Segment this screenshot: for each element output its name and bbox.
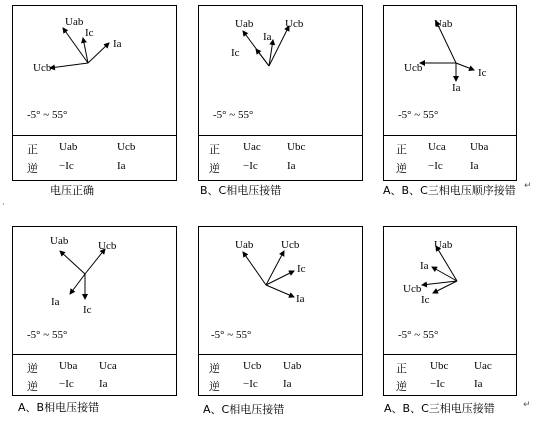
return-mark: ↵ (524, 181, 532, 191)
phasor-label: Ia (420, 260, 429, 272)
phasor-arrow-ucb (266, 251, 284, 285)
phasor-label: Uab (235, 18, 254, 30)
row-value-b: Ia (470, 160, 479, 172)
row-value-a: −Ic (430, 378, 445, 390)
phasor-label: Ic (297, 263, 306, 275)
phasor-arrow-ia (88, 43, 109, 63)
phasor-panel (383, 5, 517, 181)
row-value-b: Ia (117, 160, 126, 172)
phasor-label: Uab (65, 16, 84, 28)
row-value-a: Uba (59, 360, 78, 372)
row-value-a: Uca (428, 141, 446, 153)
phasor-label: Ucb (281, 239, 300, 251)
panel-caption: B、C相电压接错 (200, 184, 282, 197)
row-tag: 逆 (209, 381, 220, 393)
row-value-b: Ia (99, 378, 108, 390)
panel-caption: A、B相电压接错 (18, 401, 100, 414)
row-tag: 逆 (396, 163, 407, 175)
phasor-arrow-uab (60, 251, 85, 274)
row-tag: 逆 (209, 363, 220, 375)
row-value-a: Uab (59, 141, 78, 153)
phasor-arrow-ucb (422, 281, 457, 285)
phasor-label: Ucb (404, 62, 423, 74)
phasor-label: Uab (235, 239, 254, 251)
divider (13, 354, 176, 355)
row-value-a: −Ic (59, 378, 74, 390)
row-tag: 正 (396, 363, 407, 375)
row-value-a: Uac (243, 141, 261, 153)
phasor-label: Uab (50, 235, 69, 247)
phasor-panel (383, 226, 517, 396)
phasor-label: Ic (85, 27, 94, 39)
divider (384, 354, 516, 355)
row-value-b: Ubc (287, 141, 306, 153)
return-mark: ↵ (523, 400, 531, 410)
phasor-label: Ia (452, 82, 461, 94)
angle-range: -5° ~ 55° (398, 109, 439, 121)
phasor-label: Ic (83, 304, 92, 316)
phasor-label: Ic (421, 294, 430, 306)
angle-range: -5° ~ 55° (27, 109, 68, 121)
phasor-label: Ucb (285, 18, 304, 30)
row-value-b: Uab (283, 360, 302, 372)
phasor-arrow-uab (436, 246, 457, 281)
panel-caption: A、C相电压接错 (203, 403, 285, 416)
row-tag: 逆 (27, 163, 38, 175)
phasor-arrow-uab (243, 252, 266, 285)
row-tag: 正 (396, 144, 407, 156)
phasor-label: Ic (231, 47, 240, 59)
divider (199, 135, 362, 136)
phasor-arrow-ucb (85, 249, 105, 274)
dot-mark: · (2, 200, 5, 210)
divider (384, 135, 516, 136)
phasor-panel (12, 226, 177, 396)
phasor-panel (12, 5, 177, 181)
row-value-a: −Ic (428, 160, 443, 172)
row-tag: 逆 (396, 381, 407, 393)
divider (199, 354, 362, 355)
phasor-arrow-ia (70, 274, 85, 294)
row-value-b: Ucb (117, 141, 136, 153)
angle-range: -5° ~ 55° (27, 329, 68, 341)
panel-caption: 电压正确 (50, 184, 94, 197)
angle-range: -5° ~ 55° (211, 329, 252, 341)
divider (13, 135, 176, 136)
row-tag: 逆 (27, 381, 38, 393)
angle-range: -5° ~ 55° (213, 109, 254, 121)
row-tag: 逆 (27, 363, 38, 375)
phasor-label: Ucb (403, 283, 422, 295)
phasor-label: Ic (478, 67, 487, 79)
phasor-label: Ia (113, 38, 122, 50)
panel-caption: A、B、C三相电压顺序接错 (383, 184, 516, 197)
phasor-arrow-ucb (50, 63, 88, 68)
row-value-b: Ia (283, 378, 292, 390)
phasor-arrow-ia (266, 285, 294, 297)
phasor-arrow-ic (256, 49, 269, 66)
row-value-a: −Ic (59, 160, 74, 172)
phasor-panel (198, 226, 363, 396)
phasor-label: Uab (434, 239, 453, 251)
phasor-label: Ucb (33, 62, 52, 74)
phasor-panel (198, 5, 363, 181)
row-tag: 逆 (209, 163, 220, 175)
phasor-label: Ia (296, 293, 305, 305)
row-tag: 正 (27, 144, 38, 156)
row-value-a: −Ic (243, 160, 258, 172)
row-value-b: Uca (99, 360, 117, 372)
phasor-arrow-ic (456, 63, 474, 70)
panel-caption: A、B、C三相电压接错 (384, 402, 495, 415)
row-value-b: Ia (287, 160, 296, 172)
phasor-label: Uab (434, 18, 453, 30)
row-tag: 正 (209, 144, 220, 156)
row-value-a: −Ic (243, 378, 258, 390)
row-value-a: Ubc (430, 360, 449, 372)
phasor-label: Ia (51, 296, 60, 308)
phasor-label: Ucb (98, 240, 117, 252)
row-value-b: Uba (470, 141, 489, 153)
row-value-b: Uac (474, 360, 492, 372)
phasor-label: Ia (263, 31, 272, 43)
angle-range: -5° ~ 55° (398, 329, 439, 341)
row-value-b: Ia (474, 378, 483, 390)
row-value-a: Ucb (243, 360, 262, 372)
